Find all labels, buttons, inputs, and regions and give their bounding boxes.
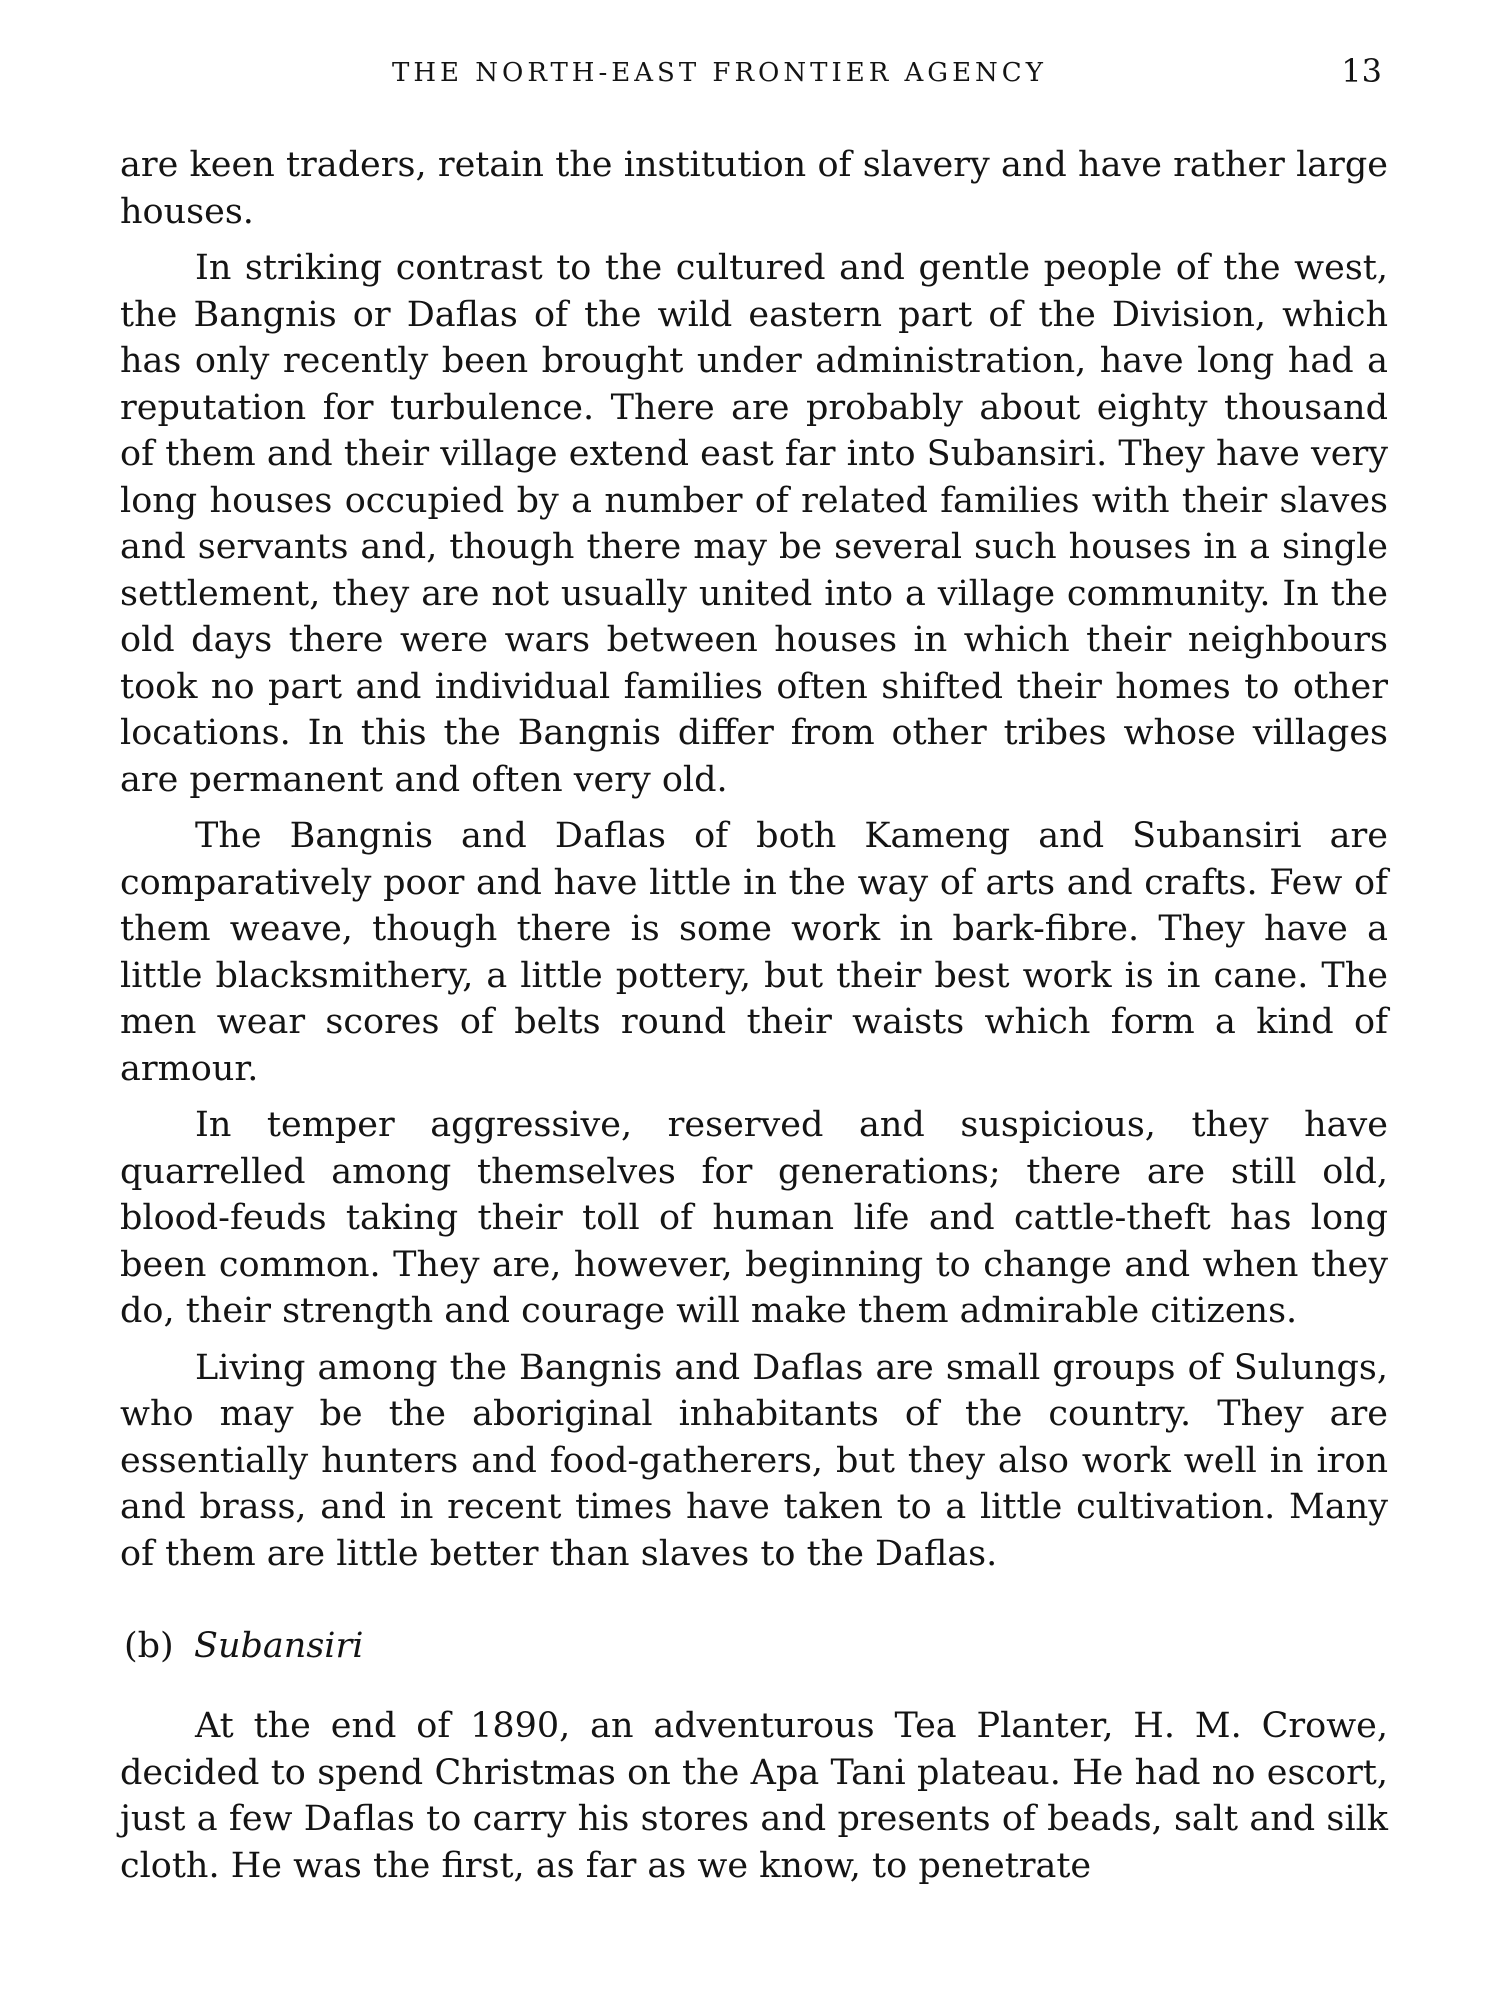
section-label: (b) [124, 1626, 174, 1666]
section-heading [124, 1623, 1388, 1669]
paragraph-crowe: At the end of 1890, an adventurous Tea Planter, H. M. Crowe, decided to spend Christmas on the Apa Tani plateau. He had no escort, just a few Daflas to carry his stores and presents of beads, salt and silk cloth. He was the first, as far as we know, to penetrate [120, 1706, 1388, 1886]
section-title: Subansiri [194, 1626, 364, 1666]
running-title: THE NORTH-EAST FRONTIER AGENCY [392, 58, 1047, 88]
running-header [120, 52, 1388, 102]
body-text [120, 142, 1388, 1889]
paragraph-continuation: are keen traders, retain the institution of slavery and have rather large houses. [120, 145, 1388, 232]
paragraph-arts-crafts: The Bangnis and Daflas of both Kameng and Subansiri are comparatively poor and have little in the way of arts and crafts. Few of them weave, though there is some work in bark-fibre. They have a little blacksmithery, a little pottery, but their best work is in cane. The men wear scores of belts round their waists which form a kind of armour. [120, 816, 1388, 1089]
book-page [120, 52, 1388, 1899]
paragraph-temperament: In temper aggressive, reserved and suspicious, they have quarrelled among themselves for generations; there are still old, blood-feuds taking their toll of human life and cattle-theft has long been common. They are, however, beginning to change and when they do, their strength and courage will make them admirable citizens. [120, 1105, 1388, 1331]
page-number: 13 [1341, 52, 1382, 90]
paragraph-sulungs: Living among the Bangnis and Daflas are small groups of Sulungs, who may be the aboriginal inhabitants of the country. They are essentially hunters and food-gatherers, but they also work well in iron and brass, and in recent times have taken to a little cultivation. Many of them are little better than slaves to the Daflas. [120, 1347, 1388, 1574]
paragraph-bangnis-daflas: In striking contrast to the cultured and gentle people of the west, the Bangnis or Daflas of the wild eastern part of the Division, which has only recently been brought under administration, have long had a reputation for turbulence. There are probably about eighty thousand of them and their village extend east far into Subansiri. They have very long houses occupied by a number of related families with their slaves and servants and, though there may be several such houses in a single settlement, they are not usually united into a village community. In the old days there were wars between houses in which their neighbours took no part and individual families often shifted their homes to other locations. In this the Bangnis differ from other tribes whose villages are permanent and often very old. [120, 248, 1388, 800]
